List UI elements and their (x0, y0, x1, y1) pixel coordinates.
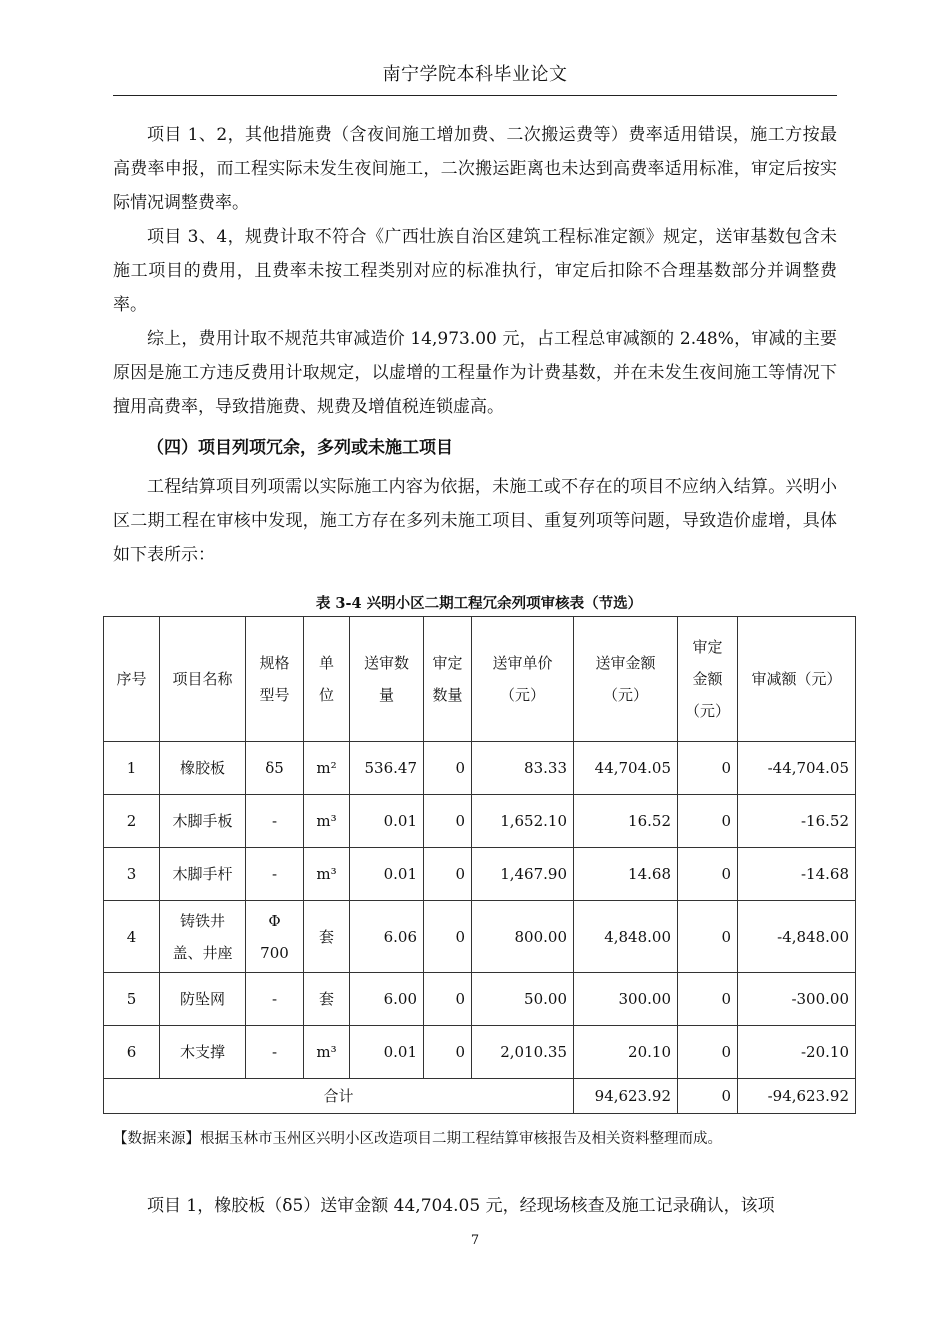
cell-submitted-qty: 0.01 (350, 795, 424, 848)
header-approved-amount: 审定 金额 （元） (678, 617, 738, 742)
cell-spec: - (246, 795, 304, 848)
cell-reduction: -16.52 (738, 795, 856, 848)
cell-seq: 1 (104, 742, 160, 795)
header-approved-qty: 审定 数量 (424, 617, 472, 742)
cell-approved-qty: 0 (424, 742, 472, 795)
cell-name: 木脚手杆 (160, 848, 246, 901)
paragraph-intro: 工程结算项目列项需以实际施工内容为依据，未施工或不存在的项目不应纳入结算。兴明小区二期工程在审核中发现，施工方存在多列未施工项目、重复列项等问题，导致造价虚增，具体如下表所示： (113, 477, 837, 565)
header-seq: 序号 (104, 617, 160, 742)
cell-approved-qty: 0 (424, 795, 472, 848)
cell-submitted-price: 50.00 (472, 973, 574, 1026)
cell-approved-amount: 0 (678, 1026, 738, 1079)
paragraph-3: 综上，费用计取不规范共审减造价 14,973.00 元，占工程总审减额的 2.48%，审减的主要原因是施工方违反费用计取规定，以虚增的工程量作为计费基数，并在未发生夜间施工等情况下擅用高费率，导致措施费、规费及增值税连锁虚高。 (113, 329, 837, 417)
cell-submitted-amount: 16.52 (574, 795, 678, 848)
total-reduction: -94,623.92 (738, 1079, 856, 1114)
cell-unit: m³ (304, 795, 350, 848)
paragraph-1: 项目 1、2，其他措施费（含夜间施工增加费、二次搬运费等）费率适用错误，施工方按最高费率申报，而工程实际未发生夜间施工，二次搬运距离也未达到高费率适用标准，审定后按实际情况调整费率。 (113, 125, 837, 213)
source-note: 【数据来源】根据玉林市玉州区兴明小区改造项目二期工程结算审核报告及相关资料整理而成。 (113, 1131, 722, 1147)
cell-submitted-amount: 44,704.05 (574, 742, 678, 795)
cell-reduction: -4,848.00 (738, 901, 856, 973)
cell-approved-amount: 0 (678, 973, 738, 1026)
header-submitted-qty: 送审数 量 (350, 617, 424, 742)
table-total-row (104, 1079, 856, 1114)
cell-submitted-price: 1,467.90 (472, 848, 574, 901)
cell-submitted-qty: 0.01 (350, 1026, 424, 1079)
header-reduction: 审减额（元） (738, 617, 856, 742)
cell-unit: 套 (304, 973, 350, 1026)
cell-spec: - (246, 1026, 304, 1079)
cell-submitted-amount: 300.00 (574, 973, 678, 1026)
cell-unit: 套 (304, 901, 350, 973)
cell-submitted-price: 2,010.35 (472, 1026, 574, 1079)
cell-submitted-qty: 6.06 (350, 901, 424, 973)
cell-name: 橡胶板 (160, 742, 246, 795)
cell-unit: m³ (304, 1026, 350, 1079)
table-header-row (104, 617, 856, 742)
cell-name: 防坠网 (160, 973, 246, 1026)
cell-reduction: -14.68 (738, 848, 856, 901)
header-unit: 单 位 (304, 617, 350, 742)
cell-approved-amount: 0 (678, 848, 738, 901)
cell-spec: - (246, 848, 304, 901)
cell-spec: Φ 700 (246, 901, 304, 973)
cell-seq: 3 (104, 848, 160, 901)
total-submitted-amount: 94,623.92 (574, 1079, 678, 1114)
cell-seq: 6 (104, 1026, 160, 1079)
cell-approved-qty: 0 (424, 973, 472, 1026)
cell-spec: δ5 (246, 742, 304, 795)
cell-submitted-amount: 20.10 (574, 1026, 678, 1079)
total-approved-amount: 0 (678, 1079, 738, 1114)
cell-unit: m³ (304, 848, 350, 901)
audit-table (103, 616, 856, 1114)
cell-approved-qty: 0 (424, 1026, 472, 1079)
cell-seq: 4 (104, 901, 160, 973)
cell-submitted-price: 83.33 (472, 742, 574, 795)
table-row (104, 1026, 856, 1079)
cell-approved-amount: 0 (678, 742, 738, 795)
body-text (113, 118, 837, 572)
cell-reduction: -300.00 (738, 973, 856, 1026)
table-row (104, 742, 856, 795)
paragraph-2: 项目 3、4，规费计取不符合《广西壮族自治区建筑工程标准定额》规定，送审基数包含未施工项目的费用，且费率未按工程类别对应的标准执行，审定后扣除不合理基数部分并调整费率。 (113, 227, 837, 315)
cell-submitted-amount: 4,848.00 (574, 901, 678, 973)
cell-approved-qty: 0 (424, 848, 472, 901)
cell-name: 铸铁井 盖、井座 (160, 901, 246, 973)
cell-reduction: -44,704.05 (738, 742, 856, 795)
cell-unit: m² (304, 742, 350, 795)
cell-seq: 2 (104, 795, 160, 848)
table-row (104, 973, 856, 1026)
header-name: 项目名称 (160, 617, 246, 742)
cell-submitted-qty: 0.01 (350, 848, 424, 901)
header-spec: 规格 型号 (246, 617, 304, 742)
cell-approved-amount: 0 (678, 795, 738, 848)
cell-submitted-qty: 6.00 (350, 973, 424, 1026)
header-rule (113, 95, 837, 96)
cell-name: 木脚手板 (160, 795, 246, 848)
cell-reduction: -20.10 (738, 1026, 856, 1079)
cell-seq: 5 (104, 973, 160, 1026)
cell-name: 木支撑 (160, 1026, 246, 1079)
cell-submitted-price: 1,652.10 (472, 795, 574, 848)
total-label: 合计 (104, 1079, 574, 1114)
cell-spec: - (246, 973, 304, 1026)
table-row (104, 901, 856, 973)
cell-approved-qty: 0 (424, 901, 472, 973)
table-row (104, 848, 856, 901)
header-submitted-price: 送审单价 （元） (472, 617, 574, 742)
cell-submitted-price: 800.00 (472, 901, 574, 973)
table-caption: 表 3-4 兴明小区二期工程冗余列项审核表（节选） (315, 595, 643, 612)
paragraph-after: 项目 1，橡胶板（δ5）送审金额 44,704.05 元，经现场核查及施工记录确认，该项 (147, 1196, 775, 1216)
cell-approved-amount: 0 (678, 901, 738, 973)
section-heading: （四）项目列项冗余，多列或未施工项目 (147, 438, 453, 458)
cell-submitted-amount: 14.68 (574, 848, 678, 901)
page-header: 南宁学院本科毕业论文 (382, 64, 568, 85)
header-submitted-amount: 送审金额 （元） (574, 617, 678, 742)
cell-submitted-qty: 536.47 (350, 742, 424, 795)
table-row (104, 795, 856, 848)
page-number: 7 (470, 1233, 480, 1248)
